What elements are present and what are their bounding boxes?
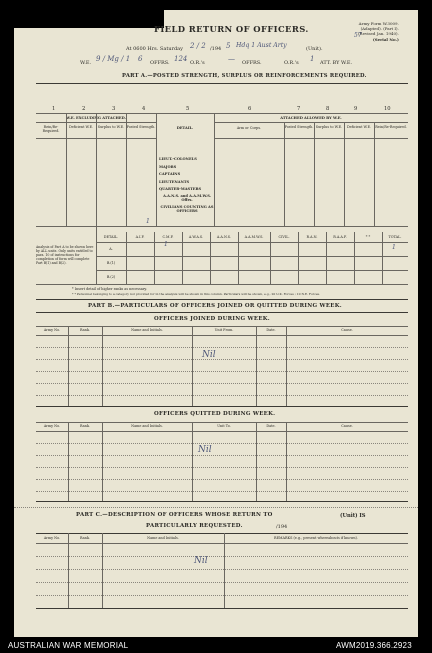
c-head-bottom <box>36 543 408 544</box>
part-b-title: PART B.—PARTICULARS OF OFFICERS JOINED OR QUITTED DURING WEEK. <box>88 303 342 309</box>
an-head-raaf: R.A.A.F. <box>333 235 347 239</box>
joined-v1 <box>68 326 69 406</box>
joined-col-cause: Cause. <box>341 328 353 332</box>
part-c-bottom <box>36 608 408 609</box>
quit-head-bottom <box>36 431 408 432</box>
quit-bottom <box>36 501 408 502</box>
joined-title: OFFICERS JOINED DURING WEEK. <box>154 316 270 322</box>
left-col-head-3: Surplus to W.E. <box>97 125 125 129</box>
rank-lieutenant: LIEUTENANTS <box>159 179 190 184</box>
joined-col-armyno: Army No. <box>43 328 61 332</box>
pa-v3 <box>126 113 127 226</box>
an-head-ran: R.A.N. <box>306 235 318 239</box>
part-a-rule-top <box>36 83 408 84</box>
joined-row-5 <box>36 395 408 396</box>
we-label: W.E. <box>80 60 92 66</box>
part-c-separator <box>14 507 418 508</box>
c-v3 <box>224 533 225 608</box>
c-v2 <box>102 533 103 608</box>
an-v7 <box>298 232 299 284</box>
quit-v4 <box>256 422 257 501</box>
year-prefix: /194 <box>210 46 222 52</box>
an-h2 <box>96 256 408 257</box>
pa-v1 <box>66 113 67 226</box>
right-col-head-1: Posted Strength. <box>284 125 314 129</box>
form-sub2: (Revised Jan. 1940). <box>358 31 399 37</box>
unit-label: (Unit). <box>306 46 323 52</box>
an-head-other: * * <box>365 235 371 239</box>
an-row-b2: B.(2) <box>106 275 116 279</box>
rank-aans: A.A.N.S. and A.A.M.W.S. Offrs. <box>163 193 211 202</box>
arm-col-head: Arm or Corps. <box>236 126 262 130</box>
part-b-rule-top <box>36 312 408 313</box>
quitted-title: OFFICERS QUITTED DURING WEEK. <box>154 411 276 417</box>
quit-v5 <box>286 422 287 501</box>
pa-v8 <box>344 122 345 226</box>
ors2-label: O.R.'s <box>284 60 299 66</box>
quit-col-armyno: Army No. <box>43 424 61 428</box>
joined-row-4 <box>36 383 408 384</box>
an-head-total: TOTAL. <box>388 235 402 239</box>
rank-lt-col: LIEUT.-COLONELS <box>159 157 197 161</box>
col-num-8: 8 <box>326 106 330 112</box>
col-num-1: 1 <box>52 106 56 112</box>
pa-v7 <box>314 122 315 226</box>
analysis-note: Analysis of Part A to be shown here by ALL units. Only units entitled to para. 10 of instructions for completion of form will complete Part B(1) and B(2). <box>36 245 94 265</box>
quitted-nil: Nil <box>198 445 212 455</box>
offrs2-handwritten: — <box>228 55 235 63</box>
offrs2-label: OFFRS. <box>242 60 262 66</box>
quit-v2 <box>102 422 103 501</box>
an-v1 <box>126 232 127 284</box>
unit-handwritten: Hdq 1 Aust Arty <box>236 42 287 49</box>
part-c-title: PART C.—DESCRIPTION OF OFFICERS WHOSE RETURN TO <box>76 512 273 518</box>
col-num-10: 10 <box>384 106 391 112</box>
quit-row-2 <box>36 455 408 456</box>
col-num-9: 9 <box>354 106 358 112</box>
ors-label: O.R.'s <box>190 60 205 66</box>
form-title: FIELD RETURN OF OFFICERS. <box>154 24 309 34</box>
quit-row-1 <box>36 443 408 444</box>
offrs-label: OFFRS. <box>150 60 170 66</box>
c-v1 <box>68 533 69 608</box>
left-col-head-4: Posted Strength. <box>126 125 156 129</box>
quit-col-unit: Unit To. <box>217 424 231 428</box>
an-head-cmf: C.M.F. <box>162 235 174 239</box>
quit-col-cause: Cause. <box>341 424 353 428</box>
an-head-aamws: A.A.M.W.S. <box>244 235 264 239</box>
an-head-awas: A.W.A.S. <box>188 235 204 239</box>
at-line-prefix: At 0600 Hrs. Saturday <box>126 46 183 52</box>
c-col-name: Name and Initials. <box>147 536 179 540</box>
part-a-title: PART A.—POSTED STRENGTH, SURPLUS OR REINFORCEMENTS REQUIRED. <box>122 73 367 79</box>
an-head-civil: CIVIL. <box>278 235 290 239</box>
an-v8 <box>326 232 327 284</box>
joined-head-top <box>36 326 408 327</box>
form-sub1: (Adapted). (Part I). <box>360 26 399 32</box>
we-excl-header: W.E. EXCLUDING ATTACHED. <box>66 116 126 120</box>
left-col-head-2: Deficient W.E. <box>68 125 94 129</box>
joined-bottom <box>36 406 408 407</box>
an-h1 <box>96 242 408 243</box>
pa-v2 <box>96 113 97 226</box>
c-row-3 <box>36 582 408 583</box>
an-v6 <box>270 232 271 284</box>
quit-head-top <box>36 422 408 423</box>
right-col-head-4: Rein/Re-Required. <box>375 125 407 129</box>
c-col-rank: Rank. <box>80 536 90 540</box>
pa-v6 <box>284 122 285 226</box>
c-row-2 <box>36 569 408 570</box>
joined-head-bottom <box>36 335 408 336</box>
pa-v9 <box>374 122 375 226</box>
an-v10 <box>382 232 383 284</box>
form-number-block <box>358 21 399 42</box>
col-num-6: 6 <box>248 106 252 112</box>
detail-header: DETAIL. <box>176 126 194 130</box>
quit-col-date: Date. <box>266 424 276 428</box>
footer-institution: AUSTRALIAN WAR MEMORIAL <box>8 641 129 650</box>
footer-accession: AWM2019.366.2923 <box>336 641 412 650</box>
joined-col-rank: Rank. <box>80 328 90 332</box>
joined-v4 <box>256 326 257 406</box>
quit-col-rank: Rank. <box>80 424 90 428</box>
an-head-aif: A.I.F. <box>135 235 145 239</box>
quit-col-name: Name and Initials. <box>131 424 163 428</box>
joined-v3 <box>192 326 193 406</box>
joined-v5 <box>286 326 287 406</box>
pa-v4 <box>156 113 157 226</box>
an-v2 <box>154 232 155 284</box>
col-num-5: 5 <box>186 106 190 112</box>
serial-label: (Serial No.) <box>372 36 399 42</box>
ors-handwritten: 124 <box>174 55 188 63</box>
rank-civilians: CIVILIANS COUNTING AS OFFICERS <box>160 204 214 213</box>
joined-row-2 <box>36 359 408 360</box>
year-handwritten: 5 <box>226 42 231 50</box>
joined-col-unit: Unit From. <box>214 328 234 332</box>
an-row-a: A. <box>109 247 113 251</box>
quit-row-3 <box>36 467 408 468</box>
serial-handwritten: 57 <box>354 32 362 39</box>
left-col-head-1: Rein/Re-Required. <box>42 125 60 133</box>
c-col-armyno: Army No. <box>43 536 61 540</box>
ors2-handwritten: 1 <box>310 55 315 63</box>
part-c-rule-top <box>36 533 408 534</box>
col-num-4: 4 <box>142 106 146 112</box>
an-v4 <box>210 232 211 284</box>
joined-col-date: Date. <box>266 328 276 332</box>
att-allowed-header: ATTACHED ALLOWED BY W.E. <box>280 116 342 120</box>
rank-major: MAJORS <box>159 164 177 169</box>
an-v5 <box>238 232 239 284</box>
quit-row-5 <box>36 491 408 492</box>
cmf-handwritten: 1 <box>164 241 168 248</box>
c-col-remarks: REMARKS (e.g., present whereabouts if known). <box>274 536 358 540</box>
form-number: Army Form W.3009. <box>358 21 399 26</box>
joined-nil: Nil <box>202 350 216 360</box>
right-col-head-3: Deficient W.E. <box>346 125 372 129</box>
total-handwritten: 1 <box>392 244 396 251</box>
rank-list <box>159 156 215 213</box>
part-c-nil: Nil <box>194 556 208 566</box>
offrs-handwritten: 6 <box>138 55 143 63</box>
form-sheet <box>14 10 418 637</box>
part-c-date-tail: /194 <box>276 524 288 530</box>
part-a-subhead-rule-right <box>214 122 408 123</box>
quit-v3 <box>192 422 193 501</box>
part-c-unit-label: (Unit) IS <box>340 513 366 519</box>
col-num-7: 7 <box>297 106 301 112</box>
footnote-2: * * Personnel belonging to a category not provided for in the analysis will be shown in this column. Particulars will be shown, e.g., 20 U.K. Forces ; 10 N.E. Forces. <box>72 292 321 296</box>
att-label: ATT. BY W.E. <box>320 60 353 66</box>
part-c-line2: PARTICULARLY REQUESTED. <box>146 523 243 529</box>
c-row-1 <box>36 556 408 557</box>
torn-edge <box>14 10 164 28</box>
quit-v1 <box>68 422 69 501</box>
col-num-2: 2 <box>82 106 86 112</box>
an-h3 <box>96 270 408 271</box>
joined-row-3 <box>36 371 408 372</box>
an-head-detail: DETAIL. <box>103 235 119 239</box>
col-num-3: 3 <box>112 106 116 112</box>
c-row-4 <box>36 595 408 596</box>
an-head-aans: A.A.N.S. <box>216 235 232 239</box>
quit-row-4 <box>36 479 408 480</box>
part-a-rule-bottom <box>36 299 408 300</box>
joined-row-1 <box>36 347 408 348</box>
rank-qm: QUARTER-MASTERS <box>159 187 202 192</box>
footnote-1: * Insert detail of higher ranks as necessary. <box>72 287 147 291</box>
joined-v2 <box>102 326 103 406</box>
part-a-head-bottom-right <box>214 138 408 139</box>
rank-captain: CAPTAINS <box>159 172 181 177</box>
an-row-b1: B.(1) <box>106 261 116 265</box>
right-col-head-2: Surplus to W.E. <box>315 125 343 129</box>
an-h4 <box>36 284 408 285</box>
an-v3 <box>182 232 183 284</box>
part-a-grid-bottom <box>36 226 408 227</box>
an-v9 <box>354 232 355 284</box>
posted-strength-handwritten: 1 <box>146 218 150 225</box>
part-a-grid-top <box>36 113 408 114</box>
we-handwritten: 9 / Mg / 1 <box>96 55 131 63</box>
date-handwritten: 2 / 2 <box>190 42 206 50</box>
joined-col-name: Name and Initials. <box>131 328 163 332</box>
